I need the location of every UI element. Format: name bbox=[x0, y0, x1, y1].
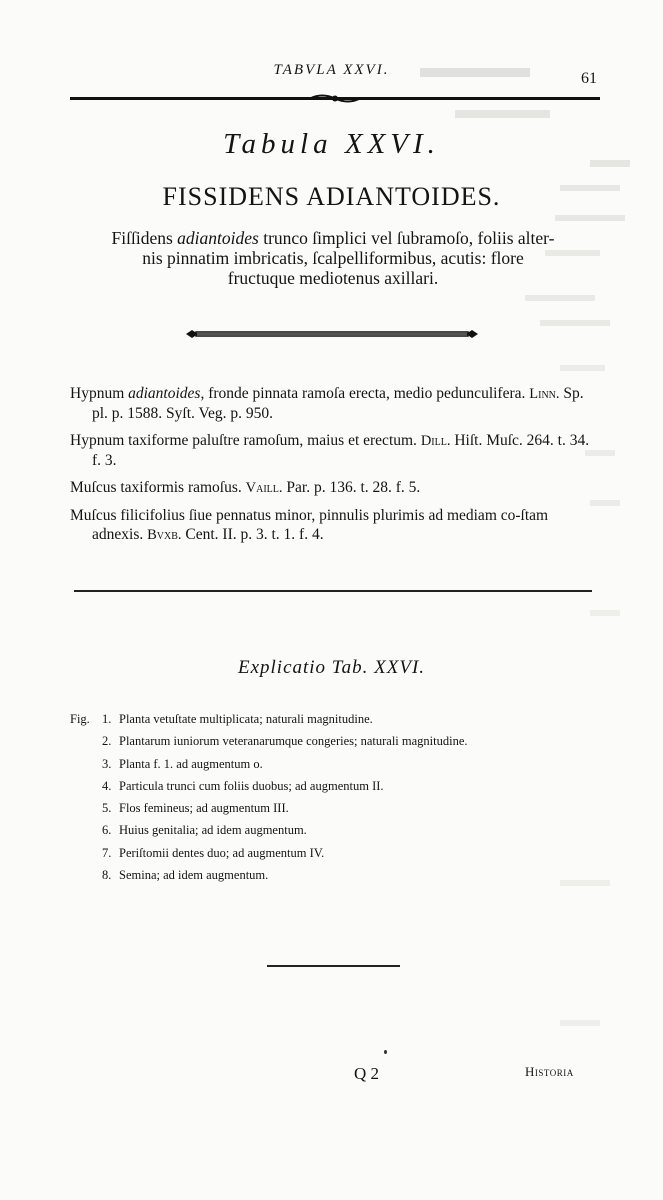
section-rule bbox=[74, 590, 592, 592]
figure-item bbox=[102, 733, 582, 755]
figure-number: 1. bbox=[102, 712, 112, 726]
figure-label: Fig. bbox=[70, 712, 90, 726]
synonym-entry bbox=[70, 506, 600, 545]
figure-caption: Planta f. 1. ad augmentum o. bbox=[119, 756, 263, 771]
running-head: TABVLA XXVI. bbox=[273, 62, 390, 78]
synonym-entry bbox=[70, 478, 600, 498]
synonym-text: Hypnum bbox=[70, 385, 129, 402]
figure-caption: Plantarum iuniorum veteranarumque congeries; naturali magnitudine. bbox=[119, 734, 468, 749]
figure-item bbox=[102, 800, 582, 822]
figure-item bbox=[102, 711, 582, 733]
synonym-author: Vaill. bbox=[245, 480, 283, 496]
synonym-reference: Hiſt. Muſc. 264. t. 34. f. 3. bbox=[92, 432, 590, 469]
ornamental-divider bbox=[186, 327, 478, 341]
figure-number: 2. bbox=[102, 734, 112, 749]
diagnosis-text: trunco ſimplici vel ſubramoſo, foliis alter- bbox=[258, 228, 555, 248]
synonym-reference: Sp. pl. p. 1588. Syſt. Veg. p. 950. bbox=[92, 385, 584, 422]
catchword: Historia bbox=[525, 1064, 574, 1079]
figure-number: 6. bbox=[102, 823, 112, 838]
diagnosis-line-1 bbox=[70, 228, 596, 248]
figure-caption: Periſtomii dentes duo; ad augmentum IV. bbox=[119, 845, 325, 860]
synonym-text: Muſcus filicifolius ſiue pennatus minor, pinnulis plurimis ad mediam co-ſtam adnexis. bbox=[70, 507, 549, 543]
figure-caption: Particula trunci cum foliis duobus; ad augmentum II. bbox=[119, 778, 384, 793]
figure-item bbox=[102, 778, 582, 800]
ink-speck bbox=[384, 1050, 387, 1054]
synonym-author: Bvxb. bbox=[147, 527, 182, 543]
figure-number: 8. bbox=[102, 868, 112, 883]
figure-caption: Planta vetuſtate multiplicata; naturali magnitudine. bbox=[119, 712, 373, 726]
figure-item bbox=[102, 822, 582, 844]
synonymy-list bbox=[70, 384, 600, 553]
species-diagnosis bbox=[70, 228, 596, 288]
diagnosis-text: Fiſſidens bbox=[111, 228, 178, 248]
figure-list bbox=[102, 711, 582, 889]
synonym-text: Hypnum taxiforme paluſtre ramoſum, maius et erectum. bbox=[70, 432, 417, 449]
figure-number: 7. bbox=[102, 845, 112, 860]
epithet-italic: adiantoides bbox=[177, 228, 259, 248]
figure-item bbox=[102, 845, 582, 867]
synonym-text: Muſcus taxiformis ramoſus. bbox=[70, 479, 242, 496]
figure-caption: Semina; ad idem augmentum. bbox=[119, 868, 269, 883]
plate-title: Tabula XXVI. bbox=[223, 128, 440, 160]
synonym-reference: Cent. II. p. 3. t. 1. f. 4. bbox=[181, 526, 324, 543]
figure-number: 4. bbox=[102, 778, 112, 793]
head-ornamental-rule bbox=[70, 90, 600, 108]
synonym-entry bbox=[70, 431, 600, 470]
synonym-epithet: adiantoides bbox=[128, 385, 201, 402]
signature-mark: Q 2 bbox=[354, 1064, 380, 1083]
page-number: 61 bbox=[581, 70, 597, 87]
synonym-author: Linn. bbox=[529, 386, 560, 402]
figure-caption: Flos femineus; ad augmentum III. bbox=[119, 801, 289, 816]
synonym-reference: Par. p. 136. t. 28. f. 5. bbox=[282, 479, 421, 496]
explication-heading: Explicatio Tab. XXVI. bbox=[237, 657, 426, 678]
figure-item bbox=[102, 756, 582, 778]
diagnosis-line-3: fructuque mediotenus axillari. bbox=[227, 268, 439, 288]
species-title: FISSIDENS ADIANTOIDES. bbox=[162, 182, 501, 211]
figure-number: 5. bbox=[102, 801, 112, 816]
synonym-author: Dill. bbox=[420, 433, 451, 449]
figure-number: 3. bbox=[102, 756, 112, 771]
figure-caption: Huius genitalia; ad idem augmentum. bbox=[119, 823, 307, 838]
synonym-text: , fronde pinnata ramoſa erecta, medio pedunculifera. bbox=[200, 385, 526, 402]
end-rule bbox=[267, 965, 400, 967]
synonym-entry bbox=[70, 384, 600, 423]
diagnosis-line-2: nis pinnatim imbricatis, ſcalpelliformibus, acutis: flore bbox=[142, 248, 524, 268]
figure-item bbox=[102, 867, 582, 889]
